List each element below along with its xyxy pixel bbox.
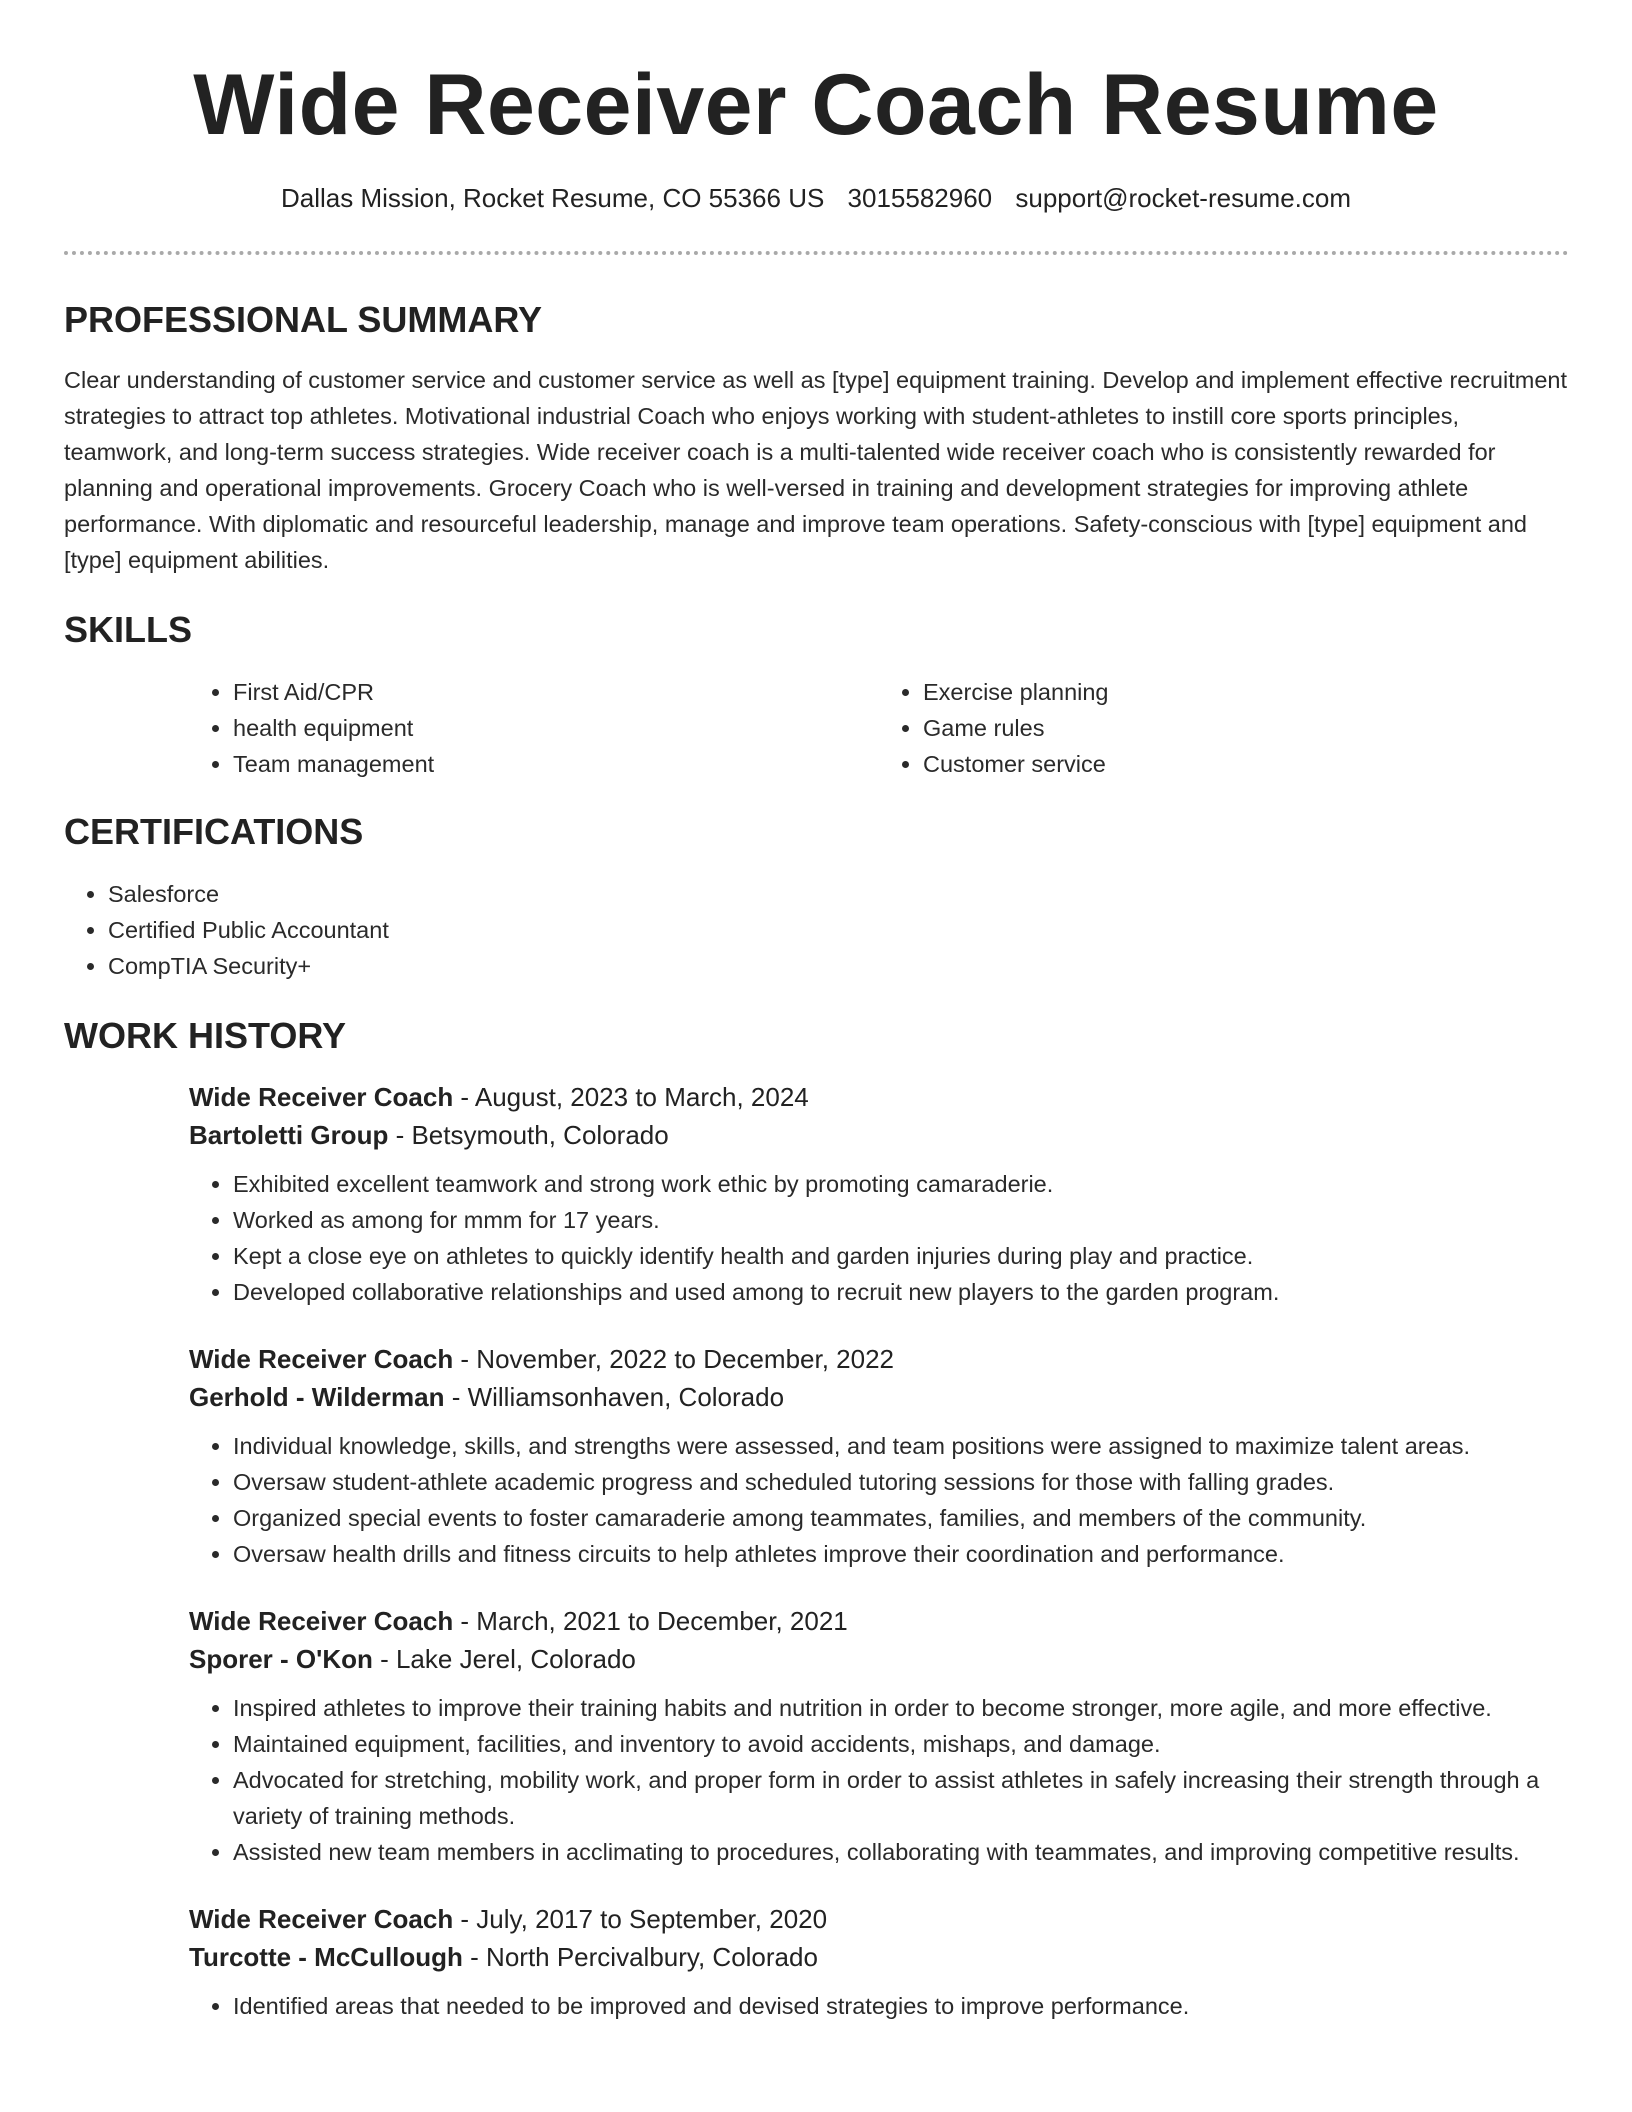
skill-item: • Team management [233,746,879,782]
certifications-section [64,810,1569,984]
job-bullets [189,1166,1569,1310]
job-bullets [189,1988,1569,2024]
skill-item: • Customer service [923,746,1569,782]
job-bullet: • Worked as among for mmm for 17 years. [233,1202,1569,1238]
job-company-line [189,1116,1569,1154]
contact-line [0,180,1632,216]
job-dates: - November, 2022 to December, 2022 [453,1344,895,1374]
contact-email: support@rocket-resume.com [1015,183,1352,213]
job-bullet: • Oversaw student-athlete academic progress and scheduled tutoring sessions for those with falling grades. [233,1464,1569,1500]
job-company: Turcotte - McCullough [189,1942,463,1972]
job-bullet: • Oversaw health drills and fitness circuits to help athletes improve their coordination and performance. [233,1536,1569,1572]
job-entry [189,1602,1569,1870]
job-bullet: • Advocated for stretching, mobility work, and proper form in order to assist athletes in safely increasing their strength through a variety of training methods. [233,1762,1569,1834]
resume-title: Wide Receiver Coach Resume [193,57,1439,153]
skill-item: • First Aid/CPR [233,674,879,710]
job-company: Gerhold - Wilderman [189,1382,445,1412]
job-bullet: • Developed collaborative relationships and used among to recruit new players to the garden program. [233,1274,1569,1310]
job-bullet: • Maintained equipment, facilities, and inventory to avoid accidents, mishaps, and damage. [233,1726,1569,1762]
job-dates: - July, 2017 to September, 2020 [453,1904,828,1934]
job-title: Wide Receiver Coach [189,1344,454,1374]
job-bullets [189,1690,1569,1870]
job-entry [189,1078,1569,1310]
job-company: Bartoletti Group [189,1120,389,1150]
job-title-line [189,1602,1569,1640]
header-divider [64,251,1569,255]
job-title-line [189,1340,1569,1378]
certifications-heading: CERTIFICATIONS [64,811,364,852]
job-dates: - March, 2021 to December, 2021 [453,1606,848,1636]
job-bullet: • Individual knowledge, skills, and strengths were assessed, and team positions were assigned to maximize talent areas. [233,1428,1569,1464]
certification-item: • CompTIA Security+ [108,948,1569,984]
job-bullet: • Identified areas that needed to be improved and devised strategies to improve performance. [233,1988,1569,2024]
contact-address: Dallas Mission, Rocket Resume, CO 55366 US [280,183,825,213]
job-bullet: • Assisted new team members in acclimating to procedures, collaborating with teammates, and improving competitive results. [233,1834,1569,1870]
certification-item: • Salesforce [108,876,1569,912]
summary-heading: PROFESSIONAL SUMMARY [64,299,543,340]
job-entry [189,1340,1569,1572]
job-company: Sporer - O'Kon [189,1644,373,1674]
skill-item: • Exercise planning [923,674,1569,710]
job-title: Wide Receiver Coach [189,1606,454,1636]
work-history-heading: WORK HISTORY [64,1015,347,1056]
skills-list-right [879,674,1569,782]
job-title: Wide Receiver Coach [189,1904,454,1934]
skills-heading: SKILLS [64,609,193,650]
job-bullet: • Organized special events to foster camaraderie among teammates, families, and members of the community. [233,1500,1569,1536]
summary-text: Clear understanding of customer service and customer service as well as [type] equipment training. Develop and implement effective recruitment strategies to attract top athletes. Motivational industrial Coach who enjoys working with student-athletes to instill core sports principles, teamwork, and long-term success strategies. Wide receiver coach is a multi-talented wide receiver coach who is consistently rewarded for planning and operational improvements. Grocery Coach who is well-versed in training and development strategies for improving athlete performance. With diplomatic and resourceful leadership, manage and improve team operations. Safety-conscious with [type] equipment and [type] equipment abilities. [64,367,1567,573]
job-company-line [189,1938,1569,1976]
job-bullet: • Kept a close eye on athletes to quickly identify health and garden injuries during play and practice. [233,1238,1569,1274]
certifications-list [64,876,1569,984]
job-bullet: • Inspired athletes to improve their training habits and nutrition in order to become stronger, more agile, and more effective. [233,1690,1569,1726]
summary-section [64,298,1569,578]
job-company-line [189,1378,1569,1416]
job-bullets [189,1428,1569,1572]
skill-item: • Game rules [923,710,1569,746]
job-location: - Williamsonhaven, Colorado [444,1382,785,1412]
job-bullet: • Exhibited excellent teamwork and strong work ethic by promoting camaraderie. [233,1166,1569,1202]
skill-item: • health equipment [233,710,879,746]
job-location: - Betsymouth, Colorado [388,1120,669,1150]
job-title: Wide Receiver Coach [189,1082,454,1112]
job-location: - North Percivalbury, Colorado [462,1942,818,1972]
contact-phone: 3015582960 [847,183,993,213]
job-list [189,1078,1569,2024]
job-location: - Lake Jerel, Colorado [372,1644,636,1674]
job-entry [189,1900,1569,2024]
skills-grid [189,674,1569,782]
skills-list-left [189,674,879,782]
work-history-section [64,1014,1569,2054]
job-title-line [189,1900,1569,1938]
job-company-line [189,1640,1569,1678]
certification-item: • Certified Public Accountant [108,912,1569,948]
job-title-line [189,1078,1569,1116]
job-dates: - August, 2023 to March, 2024 [453,1082,809,1112]
skills-section [64,608,1569,782]
